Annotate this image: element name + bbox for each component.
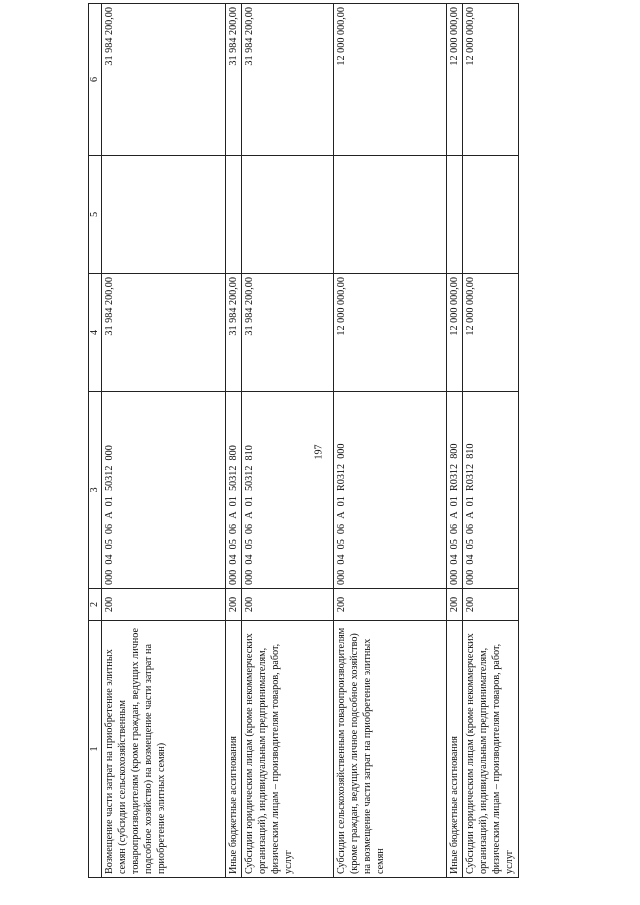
row-admin-code: 200 [447,589,463,621]
row-total: 31 984 200,00 [242,4,334,156]
table-row [226,4,242,878]
header-col-3: 3 [89,392,102,589]
header-col-4: 4 [89,274,102,392]
row-total: 12 000 000,00 [334,4,447,156]
budget-table [88,3,519,878]
row-sum: 12 000 000,00 [334,274,447,392]
row-sum: 31 984 200,00 [242,274,334,392]
row-budget-code: 000 04 05 06 А 01 R0312 000 [334,392,447,589]
rotated-page-content [88,7,516,878]
row-col5 [447,156,463,274]
row-admin-code: 200 [334,589,447,621]
header-row [89,4,102,878]
row-admin-code: 200 [242,589,334,621]
row-budget-code: 000 04 05 06 А 01 50312 800 [226,392,242,589]
row-admin-code: 200 [102,589,226,621]
row-budget-code: 000 04 05 06 А 01 50312 000 [102,392,226,589]
table-row [447,4,463,878]
row-sum: 12 000 000,00 [463,274,518,392]
header-col-2: 2 [89,589,102,621]
row-sum: 31 984 200,00 [102,274,226,392]
header-col-1: 1 [89,621,102,878]
row-name: Субсидии юридическим лицам (кроме некоммерческих организаций), индивидуальным предпринимателям, физическим лицам – производителям товаров, работ, услуг [463,621,518,878]
header-col-5: 5 [89,156,102,274]
table-viewport [88,7,516,878]
row-budget-code: 000 04 05 06 А 01 R0312 800 [447,392,463,589]
row-name: Иные бюджетные ассигнования [447,621,463,878]
table-row [334,4,447,878]
table-row [463,4,518,878]
row-col5 [463,156,518,274]
row-col5 [226,156,242,274]
row-total: 12 000 000,00 [447,4,463,156]
row-name: Иные бюджетные ассигнования [226,621,242,878]
row-name: Субсидии юридическим лицам (кроме некоммерческих организаций), индивидуальным предпринимателям, физическим лицам – производителям товаров, работ, услуг [242,621,334,878]
table-row [102,4,226,878]
header-col-6: 6 [89,4,102,156]
row-sum: 12 000 000,00 [447,274,463,392]
row-col5 [334,156,447,274]
row-total: 12 000 000,00 [463,4,518,156]
row-col5 [242,156,334,274]
row-col5 [102,156,226,274]
row-budget-code: 000 04 05 06 А 01 R0312 810 [463,392,518,589]
table-row [242,4,334,878]
row-name: Возмещение части затрат на приобретение элитных семян (субсидии сельскохозяйственным товаропроизводителям (кроме граждан, ведущих личное подсобное хозяйство) на возмещение части затрат на приобретение элитных семян) [102,621,226,878]
row-budget-code: 000 04 05 06 А 01 50312 810 [242,392,334,589]
row-admin-code: 200 [463,589,518,621]
row-total: 31 984 200,00 [102,4,226,156]
row-sum: 31 984 200,00 [226,274,242,392]
row-total: 31 984 200,00 [226,4,242,156]
row-admin-code: 200 [226,589,242,621]
row-name: Субсидии сельскохозяйственным товаропроизводителям (кроме граждан, ведущих личное подсобное хозяйство) на возмещение части затрат на приобретение элитных семян [334,621,447,878]
page-number: 197 [313,444,325,460]
